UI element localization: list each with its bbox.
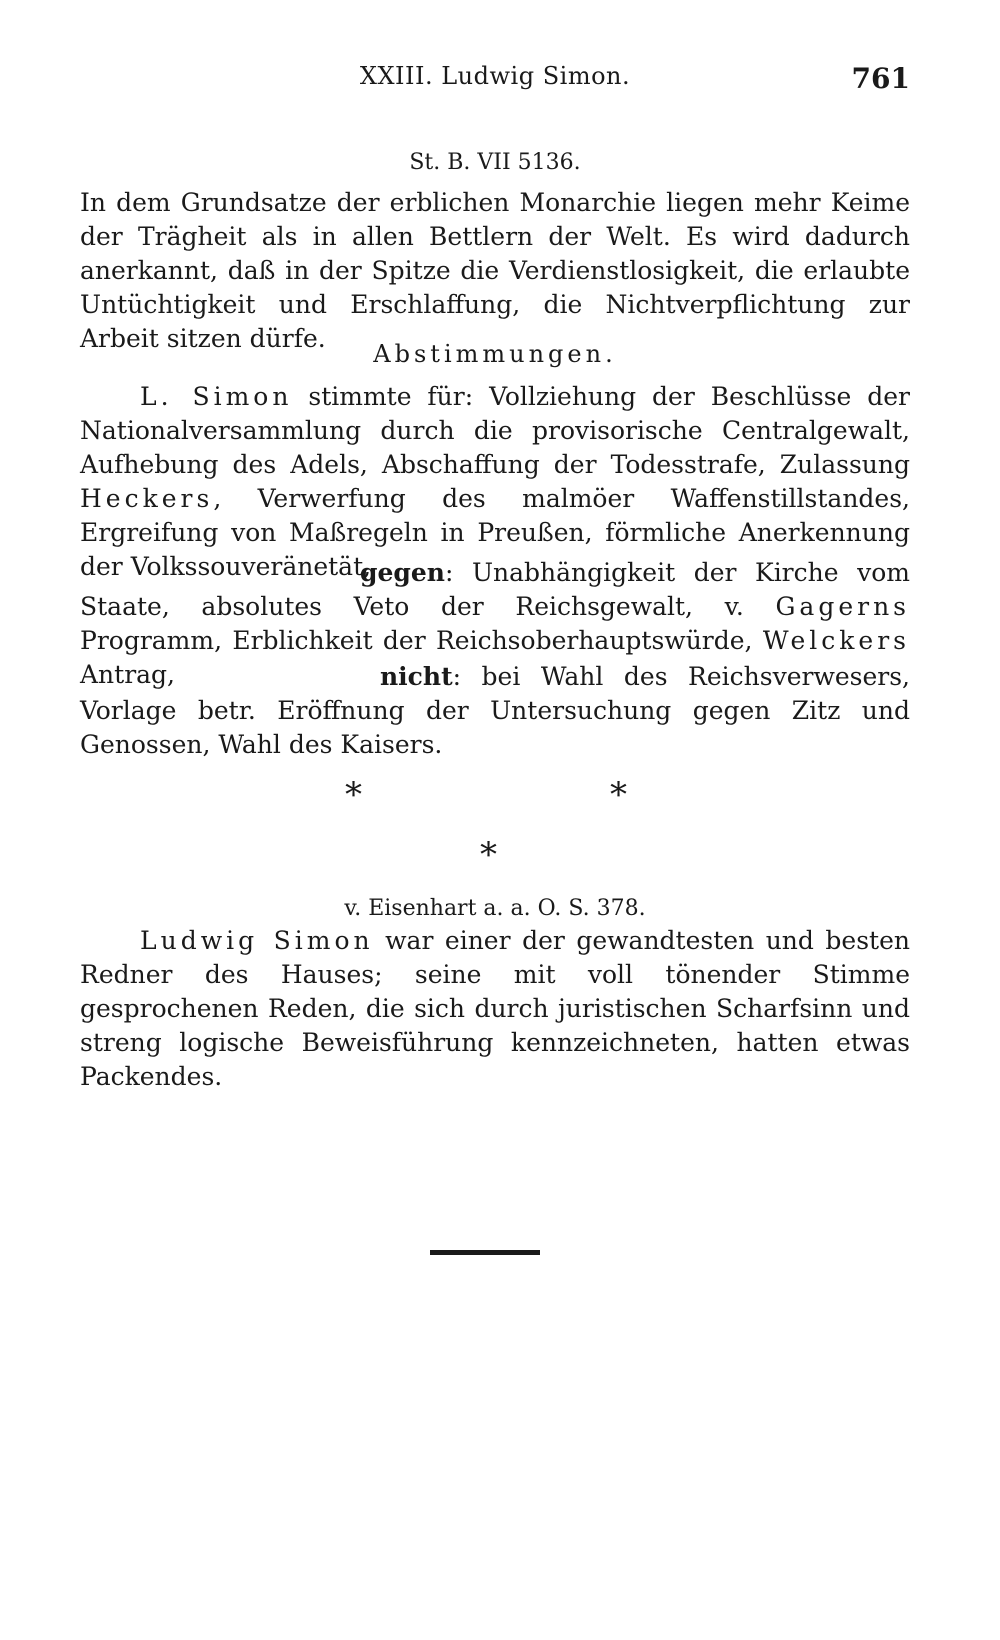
section-divider-star-right: * [610,775,627,815]
simon-description-text: war einer der gewandtesten und besten Redner des Hauses; seine mit voll tönender Stimme gesprochenen Reden, die sich durch juristischen Scharfsinn und streng logische Beweisführung kennzeichneten, hatten etwas Packendes. [80,926,910,1091]
source-reference-stenographic: St. B. VII 5136. [409,150,581,175]
page-number: 761 [851,62,910,95]
section-divider-star-left: * [345,775,362,815]
votes-against-text-a: : Unabhängigkeit der Kirche vom Staate, absolutes Veto der Reichsgewalt, v. [80,558,910,621]
person-name-full: Ludwig Simon [140,926,374,955]
source-reference-eisenhart: v. Eisenhart a. a. O. S. 378. [344,896,646,921]
votes-heading: Abstimmungen. [373,340,617,368]
name-hecker: Heckers [80,484,214,513]
monarchy-quote-paragraph: In dem Grundsatze der erblichen Monarchie liegen mehr Keime der Trägheit als in allen Bettlern der Welt. Es wird dadurch anerkannt, daß in der Spitze die Verdienstlosigkeit, die erlaubte Untüchtigkeit und Erschlaffung, die Nichtverpflichtung zur Arbeit sitzen dürfe. [80,188,910,353]
votes-not-text: : bei Wahl des Reichsverwesers, Vorlage betr. Eröffnung der Untersuchung gegen Zitz und Genossen, Wahl des Kaisers. [80,662,910,759]
votes-for-paragraph [80,380,910,584]
page-header [80,62,910,102]
votes-against-label: gegen [360,558,445,587]
votes-against-text-c: Antrag, [80,660,176,689]
section-divider-star-center: * [480,835,497,875]
end-rule [430,1250,540,1255]
votes-for-text-b: , Verwerfung des malmöer Waffenstillstandes, Ergreifung von Maßregeln in Preußen, förmliche Anerkennung der Volkssouveränetät, [80,484,910,581]
name-welcker: Welckers [762,626,910,655]
running-head: XXIII. Ludwig Simon. [359,62,631,90]
votes-against-text-b: Programm, Erblichkeit der Reichsoberhauptswürde, [80,626,753,655]
simon-description-paragraph [80,924,910,1094]
votes-not-paragraph [80,660,910,762]
name-gagern: Gagerns [775,592,911,621]
person-name: L. Simon [140,382,293,411]
votes-not-label: nicht [380,662,453,691]
votes-for-intro: stimmte für: [308,382,474,411]
votes-for-text-a: Vollziehung der Beschlüsse der Nationalversammlung durch die provisorische Centralgewalt, Aufhebung des Adels, Abschaffung der Todesstrafe, Zulassung [80,382,911,479]
